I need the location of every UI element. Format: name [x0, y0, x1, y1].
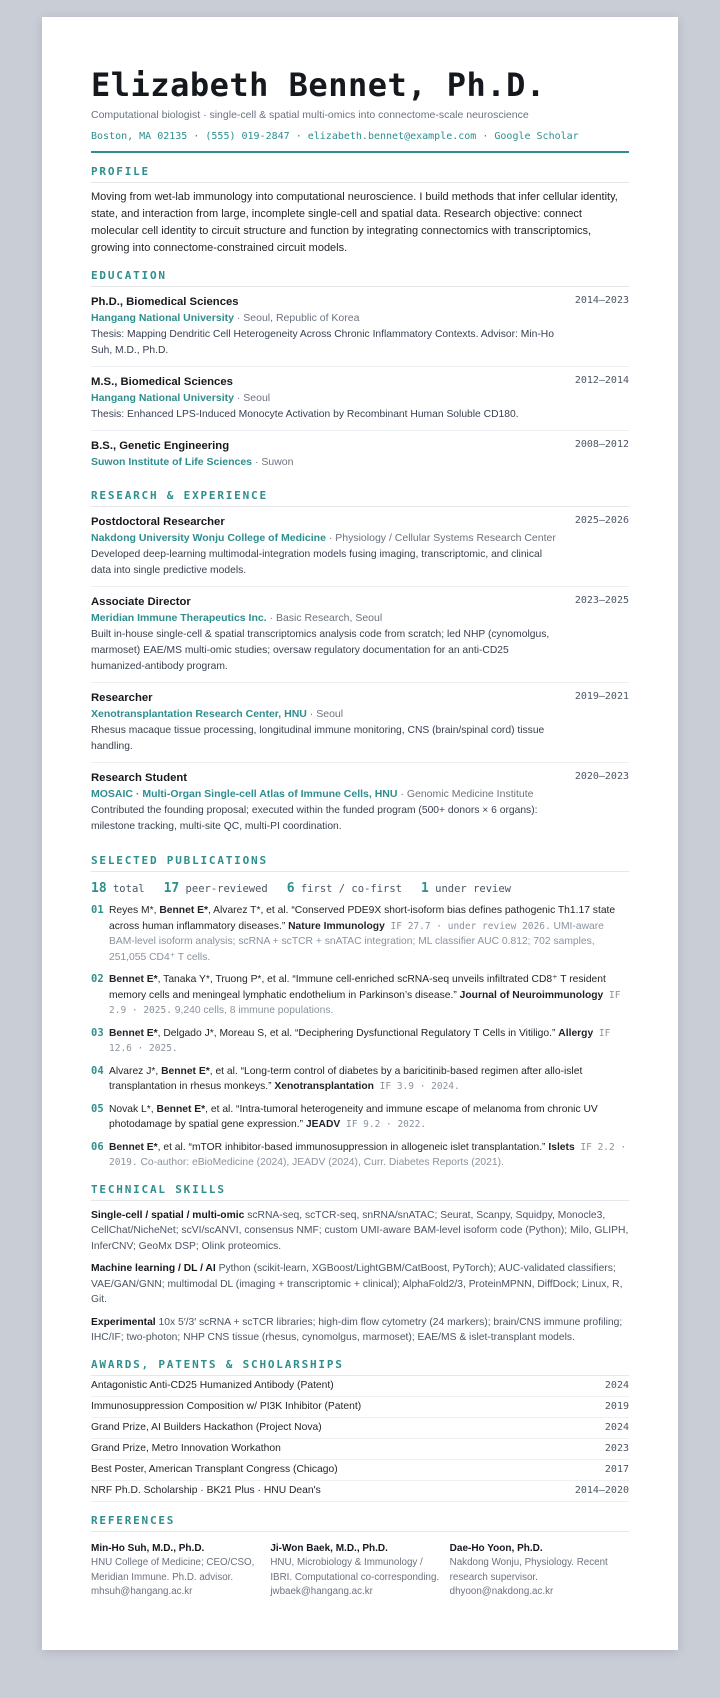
- contact-separator: ·: [187, 131, 206, 142]
- pub-self-author: Bennet E*: [161, 1065, 210, 1077]
- pub-citation: , Delgado J*, Moreau S, et al. “Deciphering Dysfunctional Regulatory T Cells in Vitiligo.”: [157, 1027, 559, 1039]
- publication-number: 04: [91, 1064, 104, 1077]
- pub-citation: , et al. “Long-term control of diabetes by a baricitinib-based regimen after allo-islet transplantation in rhesus monkeys.”: [109, 1065, 583, 1092]
- contact-line: [91, 130, 629, 143]
- reference-email-link[interactable]: jwbaek@hangang.ac.kr: [270, 1586, 373, 1597]
- reference-name: Dae-Ho Yoon, Ph.D.: [449, 1542, 543, 1554]
- entry-dates: 2019–2021: [574, 691, 629, 702]
- candidate-name: Elizabeth Bennet, Ph.D.: [91, 66, 546, 104]
- award-name: Antagonistic Anti-CD25 Humanized Antibody (Patent): [91, 1379, 334, 1391]
- skill-group: [91, 1315, 629, 1346]
- pub-authors-before: Alvarez J*,: [109, 1065, 162, 1077]
- section-title: REFERENCES: [91, 1514, 629, 1532]
- pub-citation: , Alvarez T*, et al. “Conserved PDE9X short-isoform bias defines pathogenic Th1.17 state across human inflammatory diseases.”: [109, 905, 616, 932]
- skill-text: Python (scikit-learn, XGBoost/LightGBM/CatBoost, PyTorch); AUC-validated classifiers; VAE/GAN/GNN; multimodal DL (imaging + transcriptomic + clinical); AlphaFold2/3, ProteinMPNN, DiffDock; Linux, R, Git.: [91, 1263, 623, 1305]
- award-name: Immunosuppression Composition w/ PI3K Inhibitor (Patent): [91, 1400, 362, 1412]
- institution-name: Suwon Institute of Life Sciences: [91, 456, 253, 468]
- publication-item: [91, 1140, 629, 1171]
- pub-citation: , et al. “Intra-tumoral heterogeneity and immune escape of melanoma from chronic UV photodamage by spatial gene expression.”: [109, 1103, 598, 1130]
- degree-title: B.S., Genetic Engineering: [91, 440, 230, 452]
- institution-line: [91, 454, 561, 470]
- skill-label: Experimental: [91, 1316, 156, 1328]
- organization-name: MOSAIC · Multi-Organ Single-cell Atlas of Immune Cells, HNU: [91, 788, 398, 800]
- entry-description: Thesis: Enhanced LPS-Induced Monocyte Activation by Recombinant Human Soluble CD180.: [91, 409, 519, 420]
- pub-self-author: Bennet E*: [109, 1141, 158, 1153]
- contact-location: Boston, MA 02135: [91, 131, 188, 142]
- publication-item: [91, 903, 629, 965]
- stat-label: total: [112, 883, 145, 895]
- skill-label: Single-cell / spatial / multi-omic: [91, 1209, 245, 1221]
- pub-authors-before: Novak L*,: [109, 1103, 157, 1115]
- award-row: [91, 1418, 629, 1439]
- education-entry: [91, 367, 629, 431]
- entry-dates: 2025–2026: [574, 515, 629, 526]
- pub-impact: IF 2.2 · 2019.: [109, 1141, 627, 1168]
- reference-card: [450, 1542, 626, 1600]
- skill-group: [91, 1208, 629, 1255]
- organization-place: · Genomic Medicine Institute: [397, 788, 534, 800]
- reference-email-link[interactable]: dhyoon@nakdong.ac.kr: [449, 1586, 554, 1597]
- skill-text: 10x 5′/3′ scRNA + scTCR libraries; high-dim flow cytometry (24 markers); brain/CNS immune profiling; IHC/IF; two-photon; NHP CNS tissue (rhesus, cynomolgus, marmoset); EAE/MS & islet-transplant models.: [91, 1316, 623, 1343]
- publication-item: [91, 1064, 629, 1095]
- publication-number: 02: [91, 973, 104, 985]
- award-name: NRF Ph.D. Scholarship · BK21 Plus · HNU Dean's: [91, 1484, 321, 1496]
- organization-name: Nakdong University Wonju College of Medicine: [91, 532, 326, 544]
- institution-name: Hangang National University: [91, 392, 234, 404]
- pub-journal: Xenotransplantation: [274, 1081, 374, 1092]
- pub-citation: , Tanaka Y*, Truong P*, et al. “Immune cell-enriched scRNA-seq unveils infiltrated CD8⁺ T resident memory cells and meningeal lymphatic endothelium in Parkinson’s disease.”: [109, 974, 606, 1001]
- entry-dates: 2008–2012: [574, 439, 629, 450]
- contact-phone: (555) 019-2847: [205, 131, 290, 142]
- reference-card: [91, 1542, 267, 1600]
- section-title: AWARDS, PATENTS & SCHOLARSHIPS: [91, 1358, 629, 1376]
- pub-impact: IF 12.6 · 2025.: [109, 1027, 611, 1054]
- award-year: 2019: [604, 1400, 629, 1412]
- experience-entry: [91, 683, 629, 763]
- publications-section: [91, 854, 629, 1171]
- pub-authors-before: Reyes M*,: [109, 905, 160, 916]
- role-title: Research Student: [91, 772, 188, 784]
- pub-note: 9,240 cells, 8 immune populations.: [171, 1005, 334, 1016]
- publication-number: 03: [91, 1026, 104, 1039]
- entry-dates: 2014–2023: [574, 295, 629, 306]
- role-title: Associate Director: [91, 596, 191, 608]
- pub-self-author: Bennet E*: [109, 974, 158, 985]
- institution-place: · Seoul, Republic of Korea: [233, 312, 360, 324]
- award-name: Grand Prize, AI Builders Hackathon (Project Nova): [91, 1421, 322, 1433]
- pub-impact: IF 3.9 · 2024.: [373, 1081, 460, 1092]
- skill-text: scRNA-seq, scTCR-seq, snRNA/snATAC; Seurat, Scanpy, Squidpy, Monocle3, CellChat/NicheNet; scVI/scANVI, consensus NMF; custom UMI-aware BAM-level isoform code (Python); Milo, GLIPH, InferCNV; GeoMx DSP; Olink proteomics.: [91, 1209, 629, 1252]
- google-scholar-link[interactable]: Google Scholar: [494, 131, 579, 142]
- award-year: 2014–2020: [574, 1484, 629, 1496]
- stat-count: 17: [163, 881, 180, 896]
- awards-section: [91, 1358, 629, 1502]
- organization-place: · Basic Research, Seoul: [266, 612, 383, 624]
- profile-section: [91, 165, 629, 257]
- section-title: SELECTED PUBLICATIONS: [91, 854, 629, 872]
- reference-description: Nakdong Wonju, Physiology. Recent research supervisor.: [449, 1557, 608, 1583]
- pub-impact: IF 9.2 · 2022.: [340, 1119, 427, 1130]
- entry-description: Thesis: Mapping Dendritic Cell Heterogeneity Across Chronic Inflammatory Contexts. Advisor: Min-Ho Suh, M.D., Ph.D.: [91, 329, 554, 356]
- skill-group: [91, 1261, 629, 1308]
- institution-place: · Suwon: [252, 456, 294, 468]
- contact-separator: ·: [289, 131, 308, 142]
- publication-number: 06: [91, 1140, 104, 1153]
- experience-entry: [91, 763, 629, 842]
- award-name: Best Poster, American Transplant Congress (Chicago): [91, 1463, 338, 1475]
- stat-count: 1: [420, 881, 429, 896]
- degree-title: M.S., Biomedical Sciences: [91, 376, 233, 388]
- publication-item: [91, 1102, 629, 1133]
- organization-line: [91, 786, 561, 802]
- pub-impact: IF 27.7 · under review 2026.: [384, 920, 551, 932]
- institution-line: [91, 310, 561, 326]
- stat-label: first / co-first: [300, 883, 403, 895]
- award-year: 2024: [604, 1421, 629, 1433]
- skill-label: Machine learning / DL / AI: [91, 1263, 216, 1274]
- award-row: [91, 1397, 629, 1418]
- organization-line: [91, 706, 561, 722]
- pub-self-author: Bennet E*: [109, 1027, 158, 1039]
- pub-journal: JEADV: [305, 1119, 341, 1130]
- header-divider: [91, 151, 629, 153]
- entry-dates: 2023–2025: [574, 595, 629, 606]
- organization-place: · Physiology / Cellular Systems Research Center: [325, 532, 556, 544]
- publication-number: 05: [91, 1102, 104, 1115]
- section-title: PROFILE: [91, 165, 629, 183]
- stat-count: 6: [286, 881, 295, 896]
- section-title: TECHNICAL SKILLS: [91, 1183, 629, 1201]
- section-title: EDUCATION: [91, 269, 629, 287]
- experience-section: [91, 489, 629, 842]
- pub-journal: Nature Immunology: [288, 920, 385, 932]
- degree-title: Ph.D., Biomedical Sciences: [91, 296, 239, 308]
- stat-label: peer-reviewed: [185, 883, 268, 895]
- education-entry: [91, 287, 629, 367]
- publication-stats: [91, 881, 629, 896]
- pub-self-author: Bennet E*: [159, 905, 208, 916]
- institution-line: [91, 390, 561, 406]
- organization-name: Xenotransplantation Research Center, HNU: [91, 708, 307, 720]
- pub-note: UMI-aware BAM-level isoform analysis; scRNA + scTCR + snATAC integration; ML classifier AUC 0.812; 702 samples, 251,055 CD4⁺ T cells.: [109, 920, 604, 963]
- publication-number: 01: [91, 904, 104, 916]
- stat-count: 18: [91, 881, 107, 896]
- pub-citation: , et al. “mTOR inhibitor-based immunosuppression in allogeneic islet transplantation.”: [157, 1141, 549, 1153]
- skills-section: [91, 1183, 629, 1346]
- organization-line: [91, 610, 561, 626]
- resume-page: [42, 17, 678, 1650]
- contact-separator: ·: [476, 131, 495, 142]
- profile-text: Moving from wet-lab immunology into computational neuroscience. I build methods that infer cellular identity, state, and interaction from large, incomplete single-cell and spatial data. Research objective: connect molecular cell identity to circuit structure and function by integrating connectomics with transcriptomics, growing into connectome-constrained circuit models.: [91, 191, 618, 254]
- education-entry: [91, 431, 629, 477]
- experience-entry: [91, 587, 629, 683]
- organization-name: Meridian Immune Therapeutics Inc.: [91, 612, 267, 624]
- entry-description: Built in-house single-cell & spatial transcriptomics analysis code from scratch; led NHP (cynomolgus, marmoset) EAE/MS multi-omic studies; oversaw regulatory documentation for an anti-CD25 humanized-antibody program.: [91, 629, 550, 672]
- role-title: Postdoctoral Researcher: [91, 516, 225, 528]
- publication-item: [91, 1026, 629, 1057]
- award-row: [91, 1439, 629, 1460]
- pub-journal: Allergy: [558, 1027, 594, 1039]
- award-year: 2023: [604, 1442, 629, 1454]
- organization-place: · Seoul: [306, 708, 344, 720]
- award-year: 2017: [604, 1463, 629, 1475]
- reference-description: HNU, Microbiology & Immunology / IBRI. Computational co-corresponding.: [270, 1557, 440, 1583]
- institution-place: · Seoul: [233, 392, 271, 404]
- education-section: [91, 269, 629, 477]
- organization-line: [91, 530, 561, 546]
- award-row: [91, 1481, 629, 1502]
- tagline: Computational biologist · single-cell & spatial multi-omics into connectome-scale neuroscience: [91, 109, 529, 121]
- award-row: [91, 1376, 629, 1397]
- stat-label: under review: [435, 883, 511, 895]
- pub-journal: Journal of Neuroimmunology: [459, 989, 604, 1001]
- reference-name: Min-Ho Suh, M.D., Ph.D.: [91, 1542, 205, 1554]
- reference-description: HNU College of Medicine; CEO/CSO, Meridian Immune. Ph.D. advisor.: [91, 1557, 255, 1583]
- reference-name: Ji-Won Baek, M.D., Ph.D.: [270, 1542, 388, 1554]
- pub-impact: IF 2.9 · 2025.: [109, 989, 621, 1016]
- award-row: [91, 1460, 629, 1481]
- publication-item: [91, 972, 629, 1019]
- experience-entry: [91, 507, 629, 587]
- pub-journal: Islets: [548, 1141, 575, 1153]
- entry-description: Rhesus macaque tissue processing, longitudinal immune monitoring, CNS (brain/spinal cord) tissue handling.: [91, 725, 545, 752]
- entry-description: Developed deep-learning multimodal-integration models fusing imaging, transcriptomic, and clinical data into single predictive models.: [91, 549, 543, 576]
- pub-note: Co-author: eBioMedicine (2024), JEADV (2024), Curr. Diabetes Reports (2021).: [137, 1157, 504, 1168]
- award-year: 2024: [604, 1379, 629, 1391]
- entry-dates: 2012–2014: [574, 375, 629, 386]
- references-section: [91, 1514, 629, 1600]
- entry-description: Contributed the founding proposal; executed within the funded program (500+ donors × 6 organs): milestone tracking, multi-site QC, multi-PI coordination.: [91, 805, 538, 832]
- section-title: RESEARCH & EXPERIENCE: [91, 489, 629, 507]
- reference-email-link[interactable]: mhsuh@hangang.ac.kr: [91, 1586, 193, 1597]
- award-name: Grand Prize, Metro Innovation Workathon: [91, 1442, 281, 1454]
- references-list: [91, 1542, 629, 1600]
- role-title: Researcher: [91, 692, 153, 704]
- reference-card: [270, 1542, 446, 1600]
- entry-dates: 2020–2023: [574, 771, 629, 782]
- institution-name: Hangang National University: [91, 312, 234, 324]
- contact-email-link[interactable]: elizabeth.bennet@example.com: [307, 131, 477, 142]
- pub-self-author: Bennet E*: [156, 1103, 206, 1115]
